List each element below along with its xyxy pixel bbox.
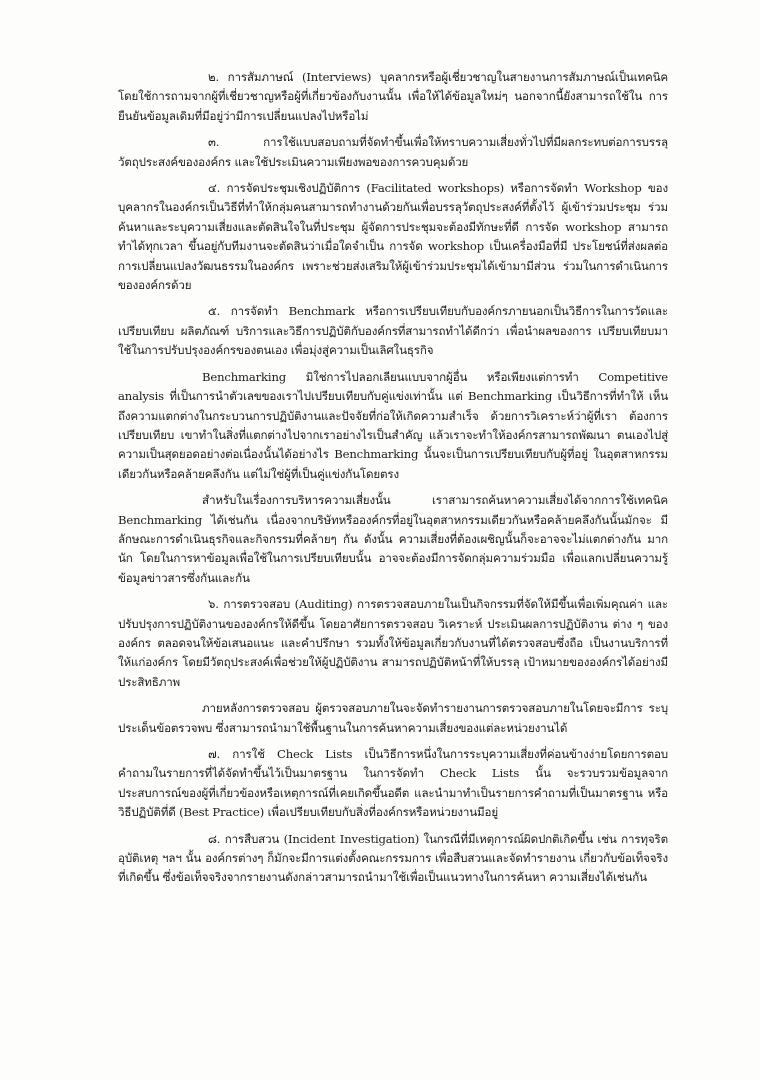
paragraph-benchmarking-risk: สำหรับในเรื่องการบริหารความเสี่ยงนั้น เราสามารถค้นหาความเสี่ยงได้จากการใช้เทคนิค Benchmarking ได้เช่นกัน เนื่องจากบริษัทหรือองค์กรที่อยู่ในอุตสาหกรรมเดียวกันหรือคล้ายคลึงกันนั้นมักจะ มีลักษณะการดำเนินธุรกิจและกิจกรรมที่คล้ายๆ กัน ดังนั้น ความเสี่ยงที่ต้องเผชิญนั้นก็จะอาจจะไม่แตกต่างกัน มากนัก โดยในการหาข้อมูลเพื่อใช้ในการเปรียบเทียบนั้น อาจจะต้องมีการจัดกลุ่มความร่วมมือ เพื่อแลกเปลี่ยนความรู้ ข้อมูลข่าวสารซึ่งกันและกัน: [118, 493, 668, 585]
paragraph-incident-investigation: ๘. การสืบสวน (Incident Investigation) ในกรณีที่มีเหตุการณ์ผิดปกติเกิดขึ้น เช่น การทุจริต อุบัติเหตุ ฯลฯ นั้น องค์กรต่างๆ ก็มักจะมีการแต่งตั้งคณะกรรมการ เพื่อสืบสวนและจัดทำรายงาน เกี่ยวกับข้อเท็จจริงที่เกิดขึ้น ซึ่งข้อเท็จจริงจากรายงานดังกล่าวสามารถนำมาใช้เพื่อเป็นแนวทางในการค้นหา ความเสี่ยงได้เช่นกัน: [118, 831, 668, 885]
paragraph-benchmark: ๕. การจัดทำ Benchmark หรือการเปรียบเทียบกับองค์กรภายนอกเป็นวิธีการในการวัดและ เปรียบเทียบ ผลิตภัณฑ์ บริการและวิธีการปฏิบัติกับองค์กรที่สามารถทำได้ดีกว่า เพื่อนำผลของการ เปรียบเทียบมาใช้ในการปรับปรุงองค์กรของตนเอง เพื่อมุ่งสู่ความเป็นเลิศในธุรกิจ: [118, 304, 668, 358]
paragraph-interviews: ๒. การสัมภาษณ์ (Interviews) บุคลากรหรือผู้เชี่ยวชาญในสายงานการสัมภาษณ์เป็นเทคนิค โดยใช้การถามจากผู้ที่เชี่ยวชาญหรือผู้ที่เกี่ยวข้องกับงานนั้น เพื่อให้ได้ข้อมูลใหม่ๆ นอกจากนี้ยังสามารถใช้ใน การยืนยันข้อมูลเดิมที่มีอยู่ว่ามีการเปลี่ยนแปลงไปหรือไม่: [118, 70, 668, 123]
paragraph-questionnaire: ๓. การใช้แบบสอบถามที่จัดทำขึ้นเพื่อให้ทราบความเสี่ยงทั่วไปที่มีผลกระทบต่อการบรรลุ วัตถุประสงค์ขององค์กร และใช้ประเมินความเพียงพอของการควบคุมด้วย: [118, 135, 668, 169]
paragraph-check-lists: ๗. การใช้ Check Lists เป็นวิธีการหนึ่งในการระบุความเสี่ยงที่ค่อนข้างง่ายโดยการตอบ คำถามในรายการที่ได้จัดทำขึ้นไว้เป็นมาตรฐาน ในการจัดทำ Check Lists นั้น จะรวบรวมข้อมูลจาก ประสบการณ์ของผู้ที่เกี่ยวข้องหรือเหตุการณ์ที่เคยเกิดขึ้นอดีต และนำมาทำเป็นรายการคำถามที่เป็นมาตรฐาน หรือวิธีปฏิบัติที่ดี (Best Practice) เพื่อเปรียบเทียบกับสิ่งที่องค์กรหรือหน่วยงานมีอยู่: [118, 747, 668, 820]
paragraph-workshops: ๔. การจัดประชุมเชิงปฏิบัติการ (Facilitated workshops) หรือการจัดทำ Workshop ของ บุคลากรในองค์กรเป็นวิธีที่ทำให้กลุ่มคนสามารถทำงานด้วยกันเพื่อบรรลุวัตถุประสงค์ที่ตั้งไว้ ผู้เข้าร่วมประชุม ร่วมค้นหาและระบุความเสี่ยงและตัดสินใจในที่ประชุม ผู้จัดการประชุมจะต้องมีทักษะที่ดี การจัด workshop สามารถทำได้ทุกเวลา ขึ้นอยู่กับทีมงานจะตัดสินว่าเมื่อใดจำเป็น การจัด workshop เป็นเครื่องมือที่มี ประโยชน์ที่ส่งผลต่อการเปลี่ยนแปลงวัฒนธรรมในองค์กร เพราะช่วยส่งเสริมให้ผู้เข้าร่วมประชุมได้เข้ามามีส่วน ร่วมในการดำเนินการขององค์กรด้วย: [118, 181, 668, 293]
paragraph-auditing: ๖. การตรวจสอบ (Auditing) การตรวจสอบภายในเป็นกิจกรรมที่จัดให้มีขึ้นเพื่อเพิ่มคุณค่า และปรับปรุงการปฏิบัติงานขององค์กรให้ดีขึ้น โดยอาศัยการตรวจสอบ วิเคราะห์ ประเมินผลการปฏิบัติงาน ต่าง ๆ ขององค์กร ตลอดจนให้ข้อเสนอแนะ และคำปรึกษา รวมทั้งให้ข้อมูลเกี่ยวกับงานที่ได้ตรวจสอบซึ่งถือ เป็นงานบริการที่ให้แก่องค์กร โดยมีวัตถุประสงค์เพื่อช่วยให้ผู้ปฏิบัติงาน สามารถปฏิบัติหน้าที่ให้บรรลุ เป้าหมายขององค์กรได้อย่างมีประสิทธิภาพ: [118, 597, 668, 689]
paragraph-audit-report: ภายหลังการตรวจสอบ ผู้ตรวจสอบภายในจะจัดทำรายงานการตรวจสอบภายในโดยจะมีการ ระบุประเด็นข้อตรวจพบ ซึ่งสามารถนำมาใช้พื้นฐานในการค้นหาความเสี่ยงของแต่ละหน่วยงานได้: [118, 701, 668, 735]
paragraph-benchmarking-definition: Benchmarking มิใช่การไปลอกเลียนแบบจากผู้อื่น หรือเพียงแต่การทำ Competitive analysis ที่เป็นการนำตัวเลขของเราไปเปรียบเทียบกับคู่แข่งเท่านั้น แต่ Benchmarking เป็นวิธีการที่ทำให้ เห็นถึงความแตกต่างในกระบวนการปฏิบัติงานและปัจจัยที่ก่อให้เกิดความสำเร็จ ด้วยการวิเคราะห์ว่าผู้ที่เรา ต้องการเปรียบเทียบ เขาทำในสิ่งที่แตกต่างไปจากเราอย่างไรเป็นสำคัญ แล้วเราจะทำให้องค์กรสามารถพัฒนา ตนเองไปสู่ความเป็นสุดยอดอย่างต่อเนื่องนั้นได้อย่างไร Benchmarking นั้นจะเป็นการเปรียบเทียบกับผู้ที่อยู่ ในอุตสาหกรรมเดียวกันหรือคล้ายคลึงกัน แต่ไม่ใช่ผู้ที่เป็นคู่แข่งกันโดยตรง: [118, 369, 668, 481]
